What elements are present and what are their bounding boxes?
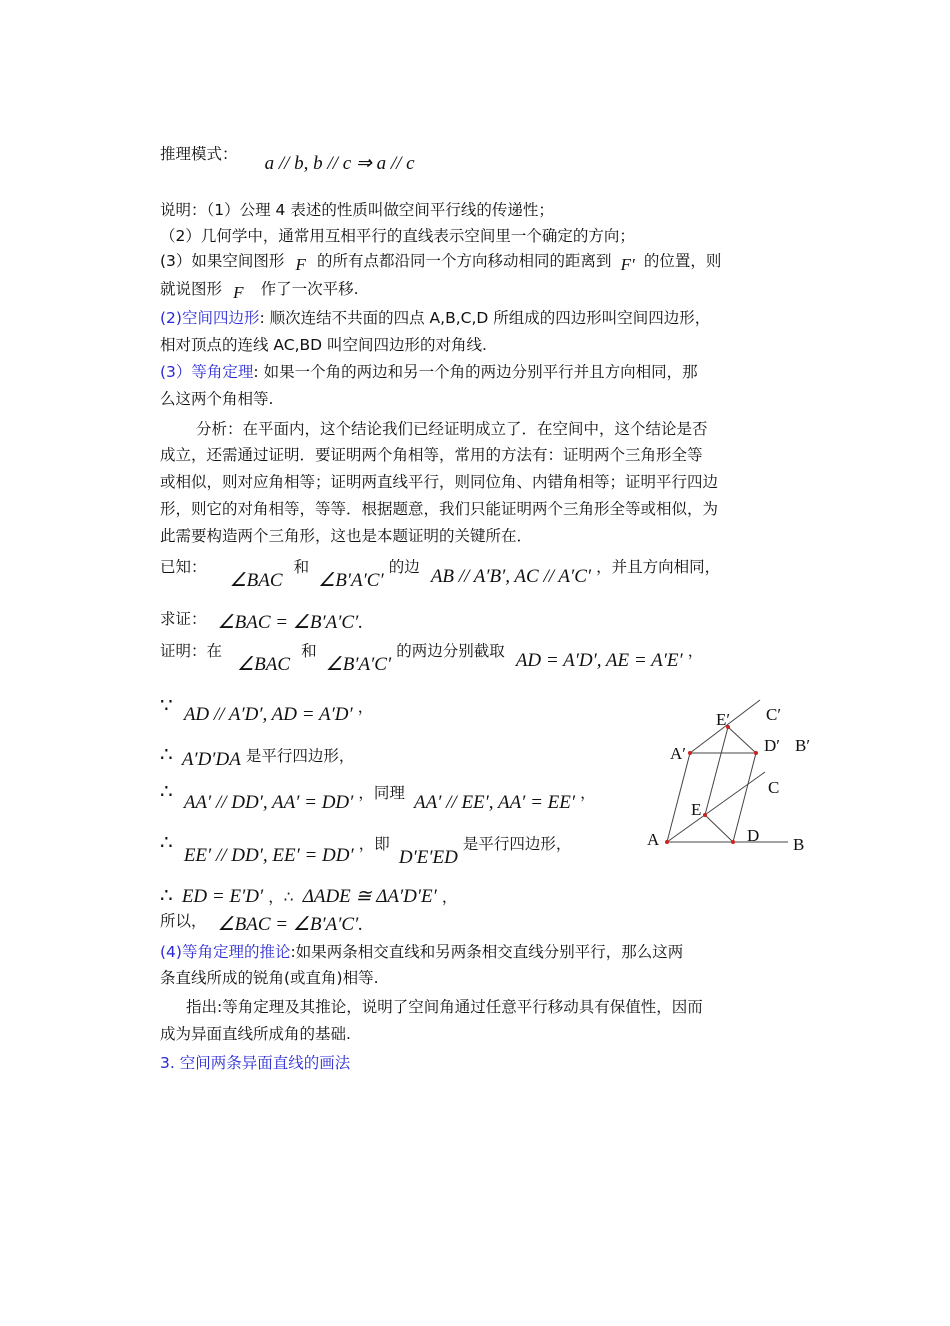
text: ， xyxy=(357,698,374,716)
point-Ap xyxy=(688,751,692,755)
math-step-4b: D′E′ED xyxy=(398,847,458,868)
math-angle-BpApCp: ∠B′A′C′ xyxy=(318,570,384,591)
label-C: C xyxy=(768,778,780,797)
analysis-line-1: 分析：在平面内，这个结论我们已经证明成立了．在空间中，这个结论是否 xyxy=(196,420,708,438)
text: 作了一次平移. xyxy=(260,280,359,298)
step-4 xyxy=(160,830,572,868)
equal-angle-figure xyxy=(640,695,830,860)
math-angle-BpApCp: ∠B′A′C′ xyxy=(325,654,392,675)
math-angle-BAC: ∠BAC xyxy=(229,570,283,591)
text: 的所有点都沿同一个方向移动相同的距离到 xyxy=(317,252,612,270)
math-cut-segments: AD = A′D′, AE = A′E′ xyxy=(515,650,683,671)
math-step-1: AD // A′D′, AD = A′D′ xyxy=(183,704,353,725)
therefore-symbol: ∴ xyxy=(160,779,173,803)
proof-row xyxy=(160,640,704,675)
label-A: A xyxy=(647,830,660,849)
math-F: F xyxy=(233,283,244,302)
so-label: 所以， xyxy=(160,912,207,930)
label-Ep: E′ xyxy=(716,710,731,729)
text: ， xyxy=(580,784,596,802)
heading-corollary: (4)等角定理的推论 xyxy=(160,943,291,961)
text: 是平行四边形， xyxy=(245,747,355,765)
label-B: B xyxy=(793,835,805,854)
math-angle-BAC: ∠BAC xyxy=(237,654,291,675)
math-F: F xyxy=(295,255,306,274)
text: ，同理 xyxy=(358,784,405,802)
text: ，即 xyxy=(358,835,390,853)
because-symbol: ∵ xyxy=(160,693,173,717)
label-Ap: A′ xyxy=(670,744,686,763)
text: 和 xyxy=(301,642,317,660)
step-2 xyxy=(160,742,355,770)
analysis-line-3: 或相似，则对应角相等；证明两直线平行，则同位角、内错角相等；证明平行四边 xyxy=(160,473,719,491)
line-EpDp xyxy=(728,727,756,753)
label-Cp: C′ xyxy=(766,705,782,724)
text: 的两边分别截取 xyxy=(396,642,505,660)
heading-spatial-quadrilateral: (2)空间四边形 xyxy=(160,309,260,327)
line-EEp xyxy=(705,727,728,815)
analysis-line-2: 成立，还需通过证明．要证明两个角相等，常用的方法有：证明两个三角形全等 xyxy=(160,446,703,464)
label-Bp: B′ xyxy=(795,736,811,755)
math-step-3b: AA′ // EE′, AA′ = EE′ xyxy=(414,792,576,813)
prove-label: 求证： xyxy=(160,610,207,628)
math-step-2: A′D′DA xyxy=(181,749,241,770)
math-step-4a: EE′ // DD′, EE′ = DD′ xyxy=(183,845,354,866)
text: ， xyxy=(441,888,458,906)
inference-label: 推理模式： xyxy=(160,145,238,163)
explanation-3 xyxy=(160,250,721,272)
math-step-5a: ED = E′D′ xyxy=(181,886,264,907)
explanation-1: 说明：（1）公理 4 表述的性质叫做空间平行线的传递性； xyxy=(160,201,554,219)
math-step-3a: AA′ // DD′, AA′ = DD′ xyxy=(183,792,354,813)
inference-formula: a // b, b // c ⇒ a // c xyxy=(264,153,415,174)
text: 是平行四边形， xyxy=(462,835,572,853)
analysis-line-4: 形，则它的对角相等，等等．根据题意，我们只能证明两个三角形全等或相似，为 xyxy=(160,500,719,518)
spatial-quadrilateral-def xyxy=(160,307,710,329)
text: (3）如果空间图形 xyxy=(160,252,285,270)
text: : 如果一个角的两边和另一个角的两边分别平行并且方向相同，那 xyxy=(253,363,698,381)
text: 的边 xyxy=(388,558,420,576)
label-Dp: D′ xyxy=(764,736,780,755)
step-1 xyxy=(160,693,374,725)
equal-angle-theorem xyxy=(160,361,698,383)
math-to-prove: ∠BAC = ∠B′A′C′. xyxy=(217,612,363,633)
text: ， xyxy=(687,642,704,660)
explanation-3-cont xyxy=(160,278,359,300)
step-3 xyxy=(160,779,596,813)
inference-row xyxy=(160,143,415,174)
math-parallel-sides: AB // A′B′, AC // A′C′ xyxy=(430,566,592,587)
proof-label: 证明：在 xyxy=(160,642,223,660)
math-congruent: ΔADE ≅ ΔA′D′E′ xyxy=(302,886,437,907)
text: 的位置，则 xyxy=(643,252,722,270)
point-Dp xyxy=(754,751,758,755)
math-conclusion: ∠BAC = ∠B′A′C′. xyxy=(217,914,363,935)
text: :如果两条相交直线和另两条相交直线分别平行，那么这两 xyxy=(290,943,684,961)
explanation-2: （2）几何学中，通常用互相平行的直线表示空间里一个确定的方向； xyxy=(160,227,635,245)
text: ，∴ xyxy=(268,888,294,906)
text: ，并且方向相同， xyxy=(596,558,721,576)
text: 就说图形 xyxy=(160,280,223,298)
therefore-symbol: ∴ xyxy=(160,830,173,854)
text: : 顺次连结不共面的四点 A,B,C,D 所组成的四边形叫空间四边形， xyxy=(259,309,711,327)
point-E xyxy=(703,813,707,817)
step-5 xyxy=(160,884,457,908)
line-ED xyxy=(705,815,733,842)
heading-equal-angle-theorem: (3）等角定理 xyxy=(160,363,254,381)
label-D: D xyxy=(747,826,760,845)
prove-row xyxy=(160,608,363,633)
equal-angle-theorem-cont: 么这两个角相等. xyxy=(160,390,274,408)
label-E: E xyxy=(691,800,702,819)
step-6 xyxy=(160,910,363,935)
given-row xyxy=(160,556,721,591)
analysis-line-5: 此需要构造两个三角形，这也是本题证明的关键所在． xyxy=(160,527,533,545)
point-D xyxy=(731,840,735,844)
note-line-2: 成为异面直线所成角的基础. xyxy=(160,1025,351,1043)
note-line-1: 指出:等角定理及其推论，说明了空间角通过任意平行移动具有保值性，因而 xyxy=(186,998,703,1016)
therefore-symbol: ∴ xyxy=(160,883,173,907)
given-label: 已知： xyxy=(160,558,207,576)
text: 和 xyxy=(293,558,310,576)
section-3-heading: 3. 空间两条异面直线的画法 xyxy=(160,1054,351,1072)
spatial-quadrilateral-def-cont: 相对顶点的连线 AC,BD 叫空间四边形的对角线. xyxy=(160,336,487,354)
math-F-prime: F′ xyxy=(620,255,635,274)
point-A xyxy=(665,840,669,844)
therefore-symbol: ∴ xyxy=(160,742,173,766)
corollary xyxy=(160,941,683,963)
corollary-cont: 条直线所成的锐角(或直角)相等. xyxy=(160,969,379,987)
